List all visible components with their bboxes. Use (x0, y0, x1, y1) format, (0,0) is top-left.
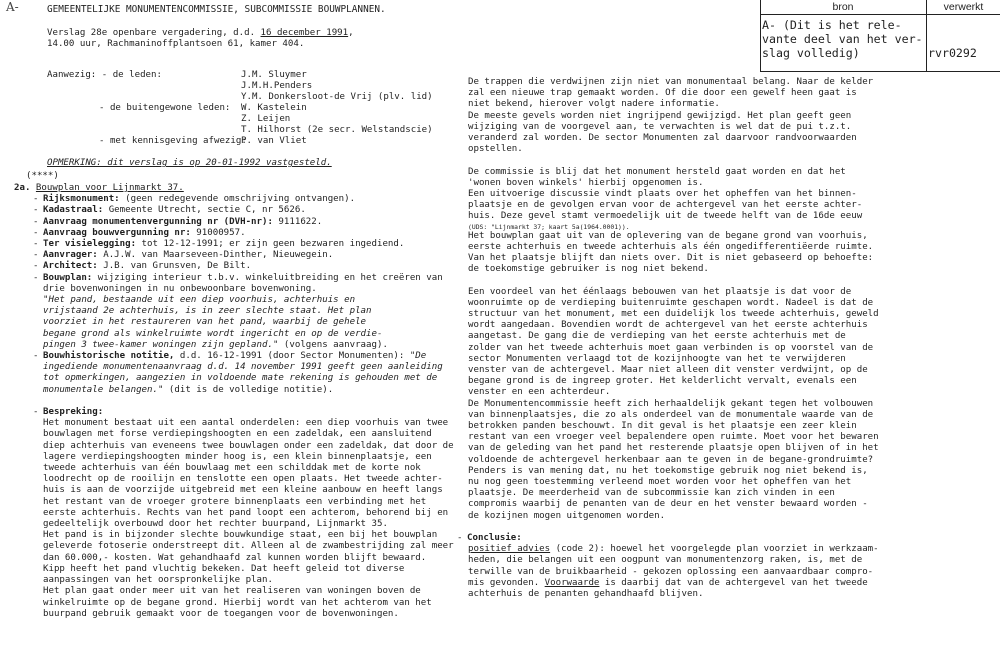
body-line: plaatsje en de gevolgen ervan voor de achtergevel van het eerste achter- (468, 200, 863, 211)
item-number: 2a. (14, 183, 31, 193)
field-row: - Kadastraal: Gemeente Utrecht, sectie C, nr 5626. (33, 205, 306, 216)
extra-member-3: T. Hilhorst (2e secr. Welstandscie) (241, 125, 433, 135)
bron-line-1: A- (Dit is het rele- (762, 18, 902, 32)
field-label: Aanvraag bouwvergunning nr: (43, 227, 191, 238)
bouwplan-label: Bouwplan: (43, 272, 93, 283)
body-line: geleverde fotoserie onderstreept dit. Alleen al de zwambestrijding zal meer (43, 541, 454, 552)
approval-note: OPMERKING: dit verslag is op 20-01-1992 vastgesteld. (47, 158, 332, 168)
extra-member-1: W. Kastelein (241, 103, 307, 113)
bron-line-3: slag volledig) (762, 46, 860, 60)
body-line: Het bouwplan gaat uit van de oplevering van de begane grond van voorhuis, (468, 230, 868, 241)
body-line: betrokken panden beschouwt. In dit geval is het plaatsje een zeer klein (468, 421, 857, 432)
item-title: Bouwplan voor Lijnmarkt 37. (35, 183, 184, 193)
quote-text: pingen 3 twee-kamer woningen zijn gepland." (43, 339, 279, 350)
notitie-row: - Bouwhistorische notitie, d.d. 16-12-1991 (door Sector Monumenten): "De (33, 351, 427, 362)
body-line: restant van een vroeger veel bepalendere open ruimte. Moet voor het bewaren (468, 432, 879, 443)
margin-mark: A- (6, 0, 19, 14)
field-row: - Rijksmonument: (geen redegevende omschrijving ontvangen). (33, 194, 356, 205)
body-line: van binnenplaatsjes, die zo als onderdeel van de monumentale waarde van de (468, 409, 874, 420)
body-line: het restant van de vroeger grotere binnenplaats een verbinding met het (43, 496, 427, 507)
field-value: 9111622. (272, 216, 323, 227)
field-value: J.B. van Grunsven, De Bilt. (97, 261, 252, 272)
body-line: niet bekend, hierover volgt nadere informatie. (468, 99, 720, 110)
verwerkt-label: verwerkt (943, 1, 984, 13)
body-line: sector Monumenten verlaagd tot de kozijnhoogte van het te verwijderen (468, 353, 846, 364)
body-line: zolder van het tweede achterhuis moet gaan verbinden is op voorstel van de (468, 342, 874, 353)
quote-line-last (33, 340, 454, 351)
notitie-suffix: (dit is de volledige notitie). (163, 384, 334, 395)
voorwaarde-label: Voorwaarde (544, 577, 600, 588)
body-line: Het monument bestaat uit een aantal onderdelen: een diep voorhuis van twee (43, 418, 449, 429)
field-row: - Aanvraag bouwvergunning nr: 91000957. (33, 227, 246, 238)
body-line: huis. Deze gevel stamt vermoedelijk uit de tweede helft van de 16de eeuw (468, 211, 863, 222)
body-line: Kipp heeft het pand vluchtig bekeken. Dat heeft geleid tot diverse (43, 563, 405, 574)
advies-label: positief advies (468, 544, 551, 555)
field-label: Architect: (43, 261, 98, 272)
body-line: de kozijnen mogen uitgenomen worden. (468, 510, 666, 521)
org-title: GEMEENTELIJKE MONUMENTENCOMMISSIE, SUBCOMMISSIE BOUWPLANNEN. (47, 4, 386, 15)
bron-line-2: vante deel van het ver- (762, 32, 923, 46)
item-heading (14, 183, 454, 194)
body-line: gedeeltelijk overbouwd door het rechter buurpand, Lijnmarkt 35. (43, 519, 388, 530)
bespreking-body (33, 418, 454, 620)
bron-label: bron (832, 1, 854, 13)
body-line: 'wonen boven winkels' hierbij opgenomen is. (468, 177, 704, 188)
body-line: wijziging van de voorgevel aan, te verwachten is wel dat de pui t.z.t. (468, 121, 852, 132)
body-line: De commissie is blij dat het monument hersteld gaat worden en dat het (468, 166, 846, 177)
body-line: compromis waarbij de penanten van de deur en het venster bewaard worden - (468, 499, 868, 510)
attendance-absent-label: - met kennisgeving afwezig: (99, 136, 247, 146)
body-line: wordt aangedaan. Bovendien wordt de achtergevel van het eerste achterhuis (468, 320, 868, 331)
field-label: Aanvrager: (43, 250, 98, 261)
field-value: Gemeente Utrecht, sectie C, nr 5626. (103, 205, 306, 216)
field-label: Rijksmonument: (43, 194, 120, 205)
advies-rest: (code 2): hoewel het voorgelegde plan voorziet in werkzaam- (550, 544, 879, 555)
field-value: (geen redegevende omschrijving ontvangen). (119, 194, 356, 205)
body-line: voldoende de achtergevel herkenbaar aan te geven in de begane-grondruimte? (468, 454, 874, 465)
meeting-line-1 (47, 28, 354, 39)
field-value: A.J.W. van Maarseveen-Dinther, Nieuwegein. (97, 250, 334, 261)
body-line: veranderd zal worden. De sector Monumenten zal daarvoor randvoorwaarden (468, 133, 857, 144)
body-line: huis is aan de voorzijde uitgebreid met een kleine aanbouw en heeft langs (43, 485, 443, 496)
notitie-quote-text: monumentale belangen." (43, 384, 164, 395)
body-line: De trappen die verdwijnen zijn niet van monumentaal belang. Naar de kelder (468, 77, 874, 87)
body-line: nu nog geen toestemming verleend moet worden voor het opheffen van het (468, 477, 852, 488)
body-line: opstellen. (468, 144, 523, 155)
body-line: Penders is van mening dat, nu het toekomstige gebruik nog niet bekend is, (468, 465, 868, 476)
quote-suffix: (volgens aanvraag). (278, 339, 388, 350)
body-line: bouwlagen met forse verdiepingshoogten en een zadeldak, een aansluitend (43, 429, 432, 440)
notitie-quote-last (33, 385, 454, 396)
body-line: venster en een achterdeur. (468, 387, 611, 398)
bouwplan-row: - Bouwplan: wijziging interieur t.b.v. winkeluitbreiding en het creëren van (33, 272, 443, 283)
quote-line: voorziet in het restaureren van het pand, waarbij de gehele (43, 317, 367, 328)
body-line: lagere verdiepingshoogten minder hoog is, een klein binnenplaatsje, een (43, 451, 432, 462)
meeting-line-2: 14.00 uur, Rachmaninoffplantsoen 61, kamer 404. (47, 39, 305, 49)
meeting-prefix: Verslag 28e openbare vergadering, d.d. (47, 28, 261, 38)
bespreking-row: - Bespreking: (33, 407, 104, 418)
notitie-quote-start: "De (409, 351, 427, 362)
body-line: Het plan gaat onder meer uit van het realiseren van woningen boven de (43, 586, 421, 597)
notitie-first: d.d. 16-12-1991 (door Sector Monumenten): (174, 351, 410, 362)
meeting-suffix: , (348, 28, 354, 38)
conclusie-line-3: mis gevonden. (468, 577, 545, 588)
body-line: eerste achterhuis. Rechts van het pand loopt een achterom, behorend bij en (43, 507, 449, 518)
conclusie-last-line: achterhuis de penanten gehandhaafd blijven. (468, 589, 704, 600)
body-line: venster van de achtergevel. Maar niet alleen dit venster verdwijnt, op de (468, 365, 868, 376)
body-line: dan 60.000,- kosten. Wat gehandhaafd zal kunnen worden blijft bewaard. (43, 552, 427, 563)
source-note: (UDS: "Lijnmarkt 37; kaart 5a(1964.0001)). (468, 222, 630, 231)
field-row: - Ter visielegging: tot 12-12-1991; er zijn geen bezwaren ingediend. (33, 239, 405, 250)
voorwaarde-rest: is daarbij dat van de achtergevel van het tweede (599, 577, 868, 588)
body-line: De Monumentencommissie heeft zich herhaaldelijk gekant tegen het volbouwen (468, 398, 874, 409)
bespreking-label: Bespreking: (43, 407, 104, 418)
bouwplan-line: drie bovenwoningen in nu onbewoonbare bovenwoning. (43, 283, 317, 294)
body-line: Een voordeel van het éénlaags bebouwen van het plaatsje is dat voor de (468, 286, 852, 297)
member-3: Y.M. Donkersloot-de Vrij (plv. lid) (241, 92, 433, 102)
body-line: Het pand is in bijzonder slechte bouwkundige staat, een bij het bouwplan (43, 530, 438, 541)
verwerkt-value: rvr0292 (928, 46, 977, 60)
conclusie-label: Conclusie: (467, 533, 522, 544)
body-line: plaatsje. De meerderheid van de subcommissie kan zich vinden in een (468, 488, 835, 499)
body-line: structuur van het monument, met een duidelijk los tweede achterhuis, geweld (468, 309, 879, 320)
member-1: J.M. Sluymer (241, 70, 307, 80)
meeting-date: 16 december 1991 (260, 28, 349, 38)
quote-line: begane grond als winkelruimte wordt ingericht en op de verdie- (43, 328, 383, 339)
body-line: tweede achterhuis van één bouwlaag met een schilddak met de korte nok (43, 463, 421, 474)
body-line: De meeste gevels worden niet ingrijpend gewijzigd. Het plan geeft geen (468, 110, 852, 121)
body-line: loodrecht op de rooilijn en tenslotte een open plaats. Het tweede achter- (43, 474, 443, 485)
quote-line: vrijstaand 2e achterhuis, is in zeer slechte staat. Het plan (43, 306, 372, 317)
field-label: Aanvraag monumentenvergunning nr (DVH-nr): (43, 216, 273, 227)
left-column (14, 183, 454, 620)
field-value: 91000957. (190, 227, 246, 238)
field-label: Ter visielegging: (43, 239, 137, 250)
body-line: Een uitvoerige discussie vindt plaats over het opheffen van het binnen- (468, 189, 857, 200)
body-line: diep achterhuis van eveneens twee bouwlagen onder een zadeldak, dat door de (43, 440, 454, 451)
body-line: begane grond is de ingreep groter. Het kelderlicht vervalt, evenals een (468, 376, 857, 387)
conclusie-voorwaarde-line (468, 578, 988, 589)
field-row: - Aanvrager: A.J.W. van Maarseveen-Dinther, Nieuwegein. (33, 250, 334, 261)
attendance-present-label: Aanwezig: - de leden: (47, 70, 162, 80)
body-line: Van het plaatsje blijft dan niets over. Dit is niet gebaseerd op behoefte: (468, 253, 874, 264)
conclusie-line: heden, die belangen uit een oogpunt van monumentenzorg raken, is, met de (468, 555, 863, 566)
right-column (457, 77, 988, 600)
box-bottom-border (760, 71, 1000, 72)
body-line: zal een nieuwe trap gemaakt worden. Of die door een gewelf heen gaat is (468, 88, 857, 99)
body-line: woonruimte op de verdieping buitenruimte geschapen wordt. Nadeel is dat de (468, 297, 874, 308)
body-line: de toekomstige gebruiker is nog niet bekend. (468, 264, 709, 275)
source-metadata-box (760, 0, 1000, 72)
field-row: - Architect: J.B. van Grunsven, De Bilt. (33, 261, 252, 272)
attendance-extra-label: - de buitengewone leden: (99, 103, 231, 113)
body-line: aangetast. De gang die de verdieping van het eerste achterhuis met de (468, 331, 846, 342)
field-row: - Aanvraag monumentenvergunning nr (DVH-nr): 9111622. (33, 216, 323, 227)
bouwplan-line: wijziging interieur t.b.v. winkeluitbreiding en het creëren van (92, 272, 443, 283)
member-2: J.M.H.Penders (241, 81, 313, 91)
absent-member-1: P. van Vliet (241, 136, 307, 146)
notitie-label: Bouwhistorische notitie, (43, 351, 175, 362)
item-fields (14, 194, 454, 620)
field-label: Kadastraal: (43, 205, 104, 216)
body-line: aanpassingen van het oorspronkelijke plan. (43, 575, 273, 586)
notitie-quote-line: ingediende monumentenaanvraag d.d. 14 november 1991 geeft geen aanleiding (43, 362, 443, 373)
conclusie-advies-line (468, 544, 988, 555)
body-line: winkelruimte op de begane grond. Hierbij wordt van het achterom van het (43, 597, 432, 608)
field-value: tot 12-12-1991; er zijn geen bezwaren ingediend. (136, 239, 405, 250)
conclusie-row: - Conclusie: (457, 533, 522, 544)
body-line: eerste achterhuis en tweede achterhuis als één ongedifferentiëerde ruimte. (468, 241, 874, 252)
box-header-divider (760, 14, 1000, 15)
extra-member-2: Z. Leijen (241, 114, 291, 124)
conclusie-line: terwille van de bruikbaarheid - gekozen oplossing een aanvaardbaar compro- (468, 566, 874, 577)
quote-line: "Het pand, bestaande uit een diep voorhuis, achterhuis en (43, 295, 356, 306)
approval-note-marks: (****) (26, 171, 59, 181)
notitie-quote-line: tot opmerkingen, aangezien in voldoende mate rekening is gehouden met de (43, 373, 438, 384)
body-line: buurpand gebruik gemaakt voor de toegangen voor de bovenwoningen. (43, 608, 399, 619)
body-line: van de geleding van het pand het resterende plaatsje open blijven of in het (468, 443, 879, 454)
